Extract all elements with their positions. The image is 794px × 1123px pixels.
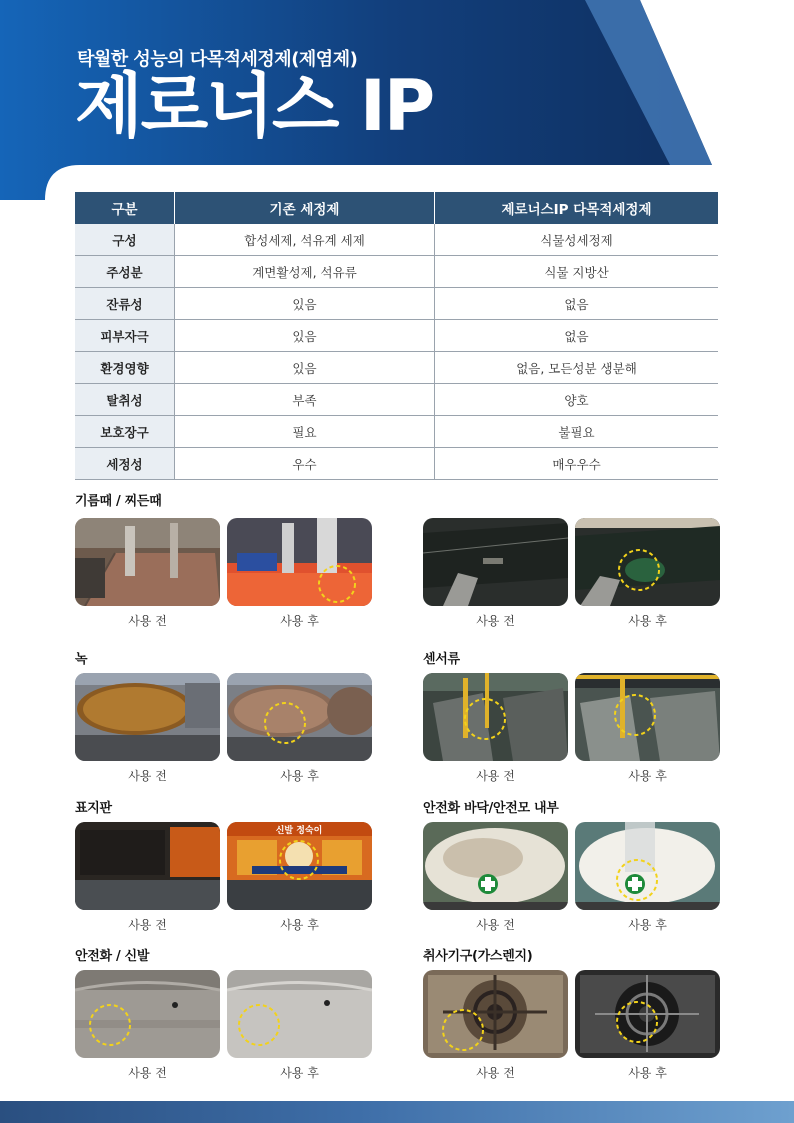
photo-grease-before xyxy=(75,518,220,606)
table-header-cell: 기존 세정제 xyxy=(175,192,435,224)
table-cell: 필요 xyxy=(175,416,435,448)
photo-sensor-after xyxy=(575,673,720,761)
caption-before: 사용 전 xyxy=(128,769,167,783)
photo-belt-before xyxy=(423,518,568,606)
caption-after: 사용 후 xyxy=(280,918,319,932)
caption-before: 사용 전 xyxy=(128,614,167,628)
table-cell: 있음 xyxy=(175,288,435,320)
table-cell: 없음 xyxy=(435,320,719,352)
table-row xyxy=(75,288,718,320)
table-cell: 매우우수 xyxy=(435,448,719,480)
row-header: 구성 xyxy=(75,224,175,256)
section-label-grease: 기름때 / 찌든때 xyxy=(75,494,162,509)
table-row xyxy=(75,384,718,416)
table-cell: 부족 xyxy=(175,384,435,416)
photo-shoes-before xyxy=(75,970,220,1058)
caption-after: 사용 후 xyxy=(280,1066,319,1080)
caption-before: 사용 전 xyxy=(476,614,515,628)
table-cell: 양호 xyxy=(435,384,719,416)
caption-after: 사용 후 xyxy=(280,769,319,783)
section-label-gas-range: 취사기구(가스렌지) xyxy=(423,949,533,964)
table-header-cell: 제로너스IP 다목적세정제 xyxy=(435,192,719,224)
table-row xyxy=(75,320,718,352)
caption-after: 사용 후 xyxy=(628,918,667,932)
row-header: 주성분 xyxy=(75,256,175,288)
caption-before: 사용 전 xyxy=(128,918,167,932)
caption-before: 사용 전 xyxy=(128,1066,167,1080)
table-cell: 우수 xyxy=(175,448,435,480)
photo-gasrange-before xyxy=(423,970,568,1058)
caption-after: 사용 후 xyxy=(628,614,667,628)
section-label-sensor: 센서류 xyxy=(423,652,460,667)
photo-sign-before xyxy=(75,822,220,910)
header-subtitle: 탁월한 성능의 다목적세정제(제염제) xyxy=(77,49,358,70)
comparison-table xyxy=(75,192,718,480)
photo-helmet-before xyxy=(423,822,568,910)
row-header: 환경영향 xyxy=(75,352,175,384)
photo-grease-after xyxy=(227,518,372,606)
table-row xyxy=(75,416,718,448)
table-cell: 식물 지방산 xyxy=(435,256,719,288)
row-header: 피부자극 xyxy=(75,320,175,352)
table-cell: 없음 xyxy=(435,288,719,320)
section-label-shoes: 안전화 / 신발 xyxy=(75,949,150,964)
row-header: 보호장구 xyxy=(75,416,175,448)
table-cell: 있음 xyxy=(175,320,435,352)
table-row xyxy=(75,224,718,256)
table-header-row xyxy=(75,192,718,224)
caption-after: 사용 후 xyxy=(628,769,667,783)
table-cell: 없음, 모든성분 생분해 xyxy=(435,352,719,384)
section-label-sign: 표지판 xyxy=(75,801,112,816)
table-row xyxy=(75,256,718,288)
photo-sign-after xyxy=(227,822,372,910)
photo-shoes-after xyxy=(227,970,372,1058)
table-cell: 계면활성제, 석유류 xyxy=(175,256,435,288)
photo-helmet-after xyxy=(575,822,720,910)
row-header: 잔류성 xyxy=(75,288,175,320)
photo-rust-before xyxy=(75,673,220,761)
table-cell: 식물성세정제 xyxy=(435,224,719,256)
row-header: 탈취성 xyxy=(75,384,175,416)
table-cell: 합성세제, 석유계 세제 xyxy=(175,224,435,256)
caption-before: 사용 전 xyxy=(476,918,515,932)
table-cell: 있음 xyxy=(175,352,435,384)
table-row xyxy=(75,352,718,384)
caption-after: 사용 후 xyxy=(280,614,319,628)
table-row xyxy=(75,448,718,480)
section-label-rust: 녹 xyxy=(75,652,88,667)
footer-bar xyxy=(0,1101,794,1123)
photo-sensor-before xyxy=(423,673,568,761)
caption-after: 사용 후 xyxy=(628,1066,667,1080)
photo-gasrange-after xyxy=(575,970,720,1058)
page-title: 제로너스 IP xyxy=(75,65,434,147)
table-cell: 불필요 xyxy=(435,416,719,448)
table-header-cell: 구분 xyxy=(75,192,175,224)
section-label-helmet: 안전화 바닥/안전모 내부 xyxy=(423,801,559,816)
sign-text: 신발 정숙이 xyxy=(275,826,323,836)
photo-rust-after xyxy=(227,673,372,761)
header-banner xyxy=(0,0,794,200)
row-header: 세정성 xyxy=(75,448,175,480)
caption-before: 사용 전 xyxy=(476,769,515,783)
photo-belt-after xyxy=(575,518,720,606)
caption-before: 사용 전 xyxy=(476,1066,515,1080)
